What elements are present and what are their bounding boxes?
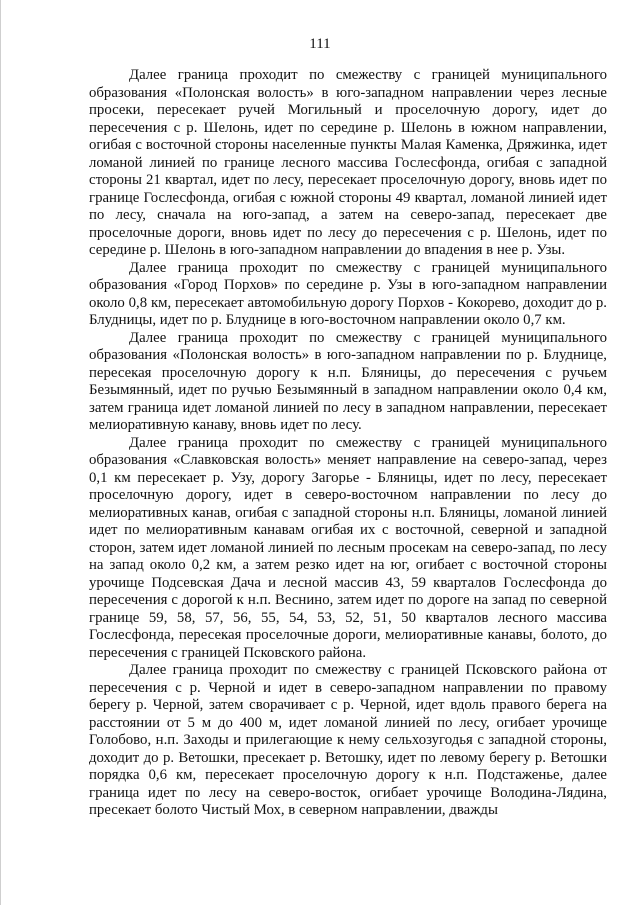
document-body — [89, 67, 607, 820]
page-edge-line — [0, 0, 1, 905]
paragraph-5: Далее граница проходит по смежеству с границей Псковского района от пересечения с р. Черной и идет в северо-западном направлении по правому берегу р. Черной, затем сворачивает с р. Черной, идет вдоль правого берега на расстоянии от 5 м до 400 м, идет ломаной линией по лесу, огибает урочище Голобово, н.п. Заходы и прилегающие к нему сельхозугодья с западной стороны, доходит до р. Ветошки, пресекает р. Ветошку, идет по левому берегу р. Ветошки порядка 0,6 км, пересекает проселочную дорогу к н.п. Подстаженье, далее граница идет по лесу на северо-восток, огибает урочище Володина-Лядина, пресекает болото Чистый Мох, в северном направлении, дважды — [89, 662, 607, 818]
paragraph-1: Далее граница проходит по смежеству с границей муниципального образования «Полонская волость» в юго-западном направлении через лесные просеки, пересекает ручей Могильный и проселочную дорогу, идет до пересечения с р. Шелонь, идет по середине р. Шелонь в южном направлении, огибая с восточной стороны населенные пункты Малая Каменка, Дряжинка, идет ломаной линией по границе лесного массива Гослесфонда, огибая с западной стороны 21 квартал, идет по лесу, пересекает проселочную дорогу, вновь идет по границе Гослесфонда, огибая с южной стороны 49 квартал, ломаной линией идет по лесу, сначала на юго-запад, а затем на северо-запад, пересекает две проселочные дороги, вновь идет по лесу до пересечения с р. Шелонь, идет по середине р. Шелонь в юго-западном направлении до впадения в нее р. Узы. — [89, 67, 607, 258]
paragraph-4: Далее граница проходит по смежеству с границей муниципального образования «Славковская волость» меняет направление на северо-запад, через 0,1 км пересекает р. Узу, дорогу Загорье - Бляницы, идет по лесу, пересекает проселочную дорогу, идет в северо-восточном направлении по лесу до мелиоративных канав, огибая с западной стороны н.п. Бляницы, ломаной линией идет по мелиоративным канавам огибая их с восточной, северной и западной сторон, затем идет ломаной линией по лесным просекам на северо-запад, по лесу на запад около 0,2 км, а затем резко идет на юг, огибает с восточной стороны урочище Подсевская Дача и лесной массив 43, 59 кварталов Гослесфонда до пересечения с дорогой к н.п. Веснино, затем идет по дороге на запад по северной границе 59, 58, 57, 56, 55, 54, 53, 52, 51, 50 кварталов лесного массива Гослесфонда, пересекая проселочные дороги, мелиоративные канавы, болото, до пересечения с границей Псковского района. — [89, 434, 607, 661]
page-number: 111 — [309, 36, 331, 52]
paragraph-3: Далее граница проходит по смежеству с границей муниципального образования «Полонская волость» в юго-западном направлении по р. Блуднице, пересекая проселочную дорогу к н.п. Бляницы, до пересечения с ручьем Безымянный, идет по ручью Безымянный в западном направлении около 0,4 км, затем граница идет ломаной линией по лесу в западном направлении, пересекает мелиоративную канаву, вновь идет по лесу. — [89, 329, 607, 433]
paragraph-2: Далее граница проходит по смежеству с границей муниципального образования «Город Порхов» по середине р. Узы в юго-западном направлении около 0,8 км, пересекает автомобильную дорогу Порхов - Кокорево, доходит до р. Блудницы, идет по р. Блуднице в юго-восточном направлении около 0,7 км. — [89, 259, 607, 328]
